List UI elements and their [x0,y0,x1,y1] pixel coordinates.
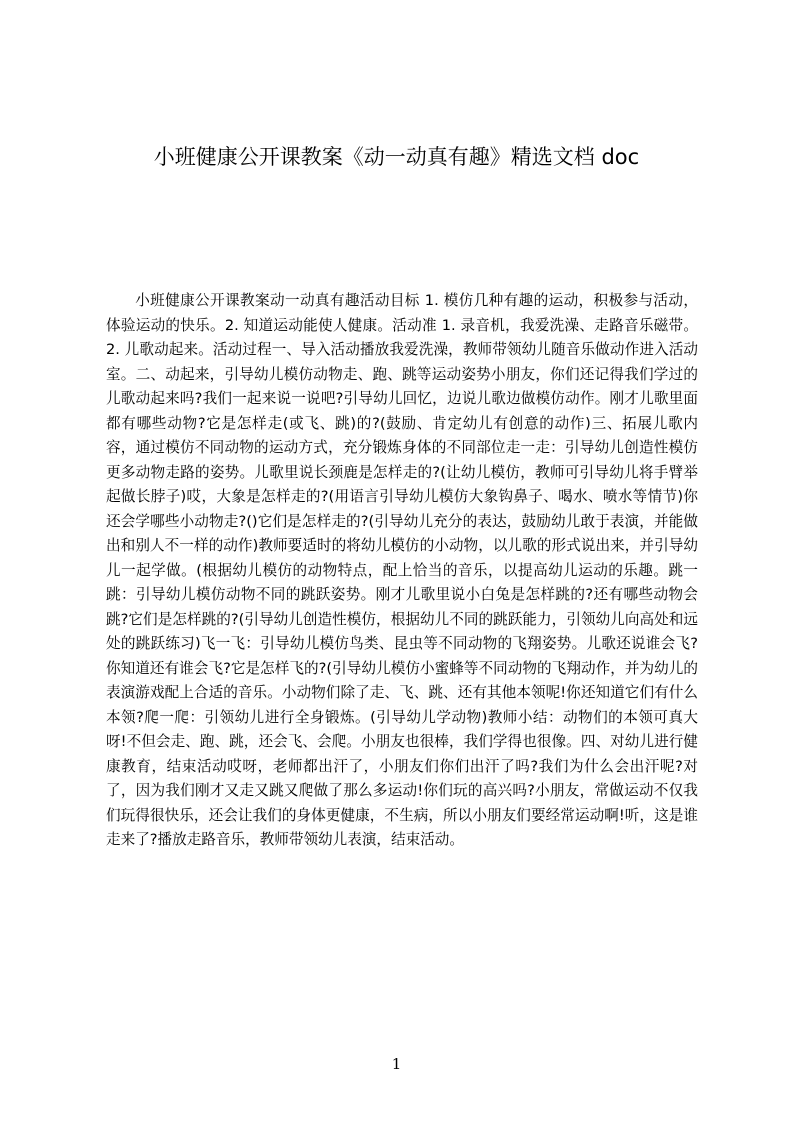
page-number: 1 [391,1055,402,1073]
document-title: 小班健康公开课教案《动一动真有趣》精选文档 doc [153,145,640,169]
document-body-paragraph: 小班健康公开课教案动一动真有趣活动目标 1. 模仿几种有趣的运动，积极参与活动，体验运动的快乐。2. 知道运动能使人健康。活动准 1. 录音机，我爱洗澡、走路音乐磁带。2. 儿歌动起来。活动过程一、导入活动播放我爱洗澡，教师带领幼儿随音乐做动作进入活动室。二、动起来，引导幼儿模仿动物走、跑、跳等运动姿势小朋友，你们还记得我们学过的儿歌动起来吗?我们一起来说一说吧?引导幼儿回忆，边说儿歌边做模仿动作。刚才儿歌里面都有哪些动物?它是怎样走(或飞、跳)的?(鼓励、肯定幼儿有创意的动作)三、拓展儿歌内容，通过模仿不同动物的运动方式，充分锻炼身体的不同部位走一走：引导幼儿创造性模仿更多动物走路的姿势。儿歌里说长颈鹿是怎样走的?(让幼儿模仿，教师可引导幼儿将手臂举起做长脖子)哎，大象是怎样走的?(用语言引导幼儿模仿大象钩鼻子、喝水、喷水等情节)你还会学哪些小动物走?()它们是怎样走的?(引导幼儿充分的表达，鼓励幼儿敢于表演，并能做出和别人不一样的动作)教师要适时的将幼儿模仿的小动物，以儿歌的形式说出来，并引导幼儿一起学做。(根据幼儿模仿的动物特点，配上恰当的音乐，以提高幼儿运动的乐趣。跳一跳：引导幼儿模仿动物不同的跳跃姿势。刚才儿歌里说小白兔是怎样跳的?还有哪些动物会跳?它们是怎样跳的?(引导幼儿创造性模仿，根据幼儿不同的跳跃能力，引领幼儿向高处和远处的跳跃练习)飞一飞：引导幼儿模仿鸟类、昆虫等不同动物的飞翔姿势。儿歌还说谁会飞?你知道还有谁会飞?它是怎样飞的?(引导幼儿模仿小蜜蜂等不同动物的飞翔动作，并为幼儿的表演游戏配上合适的音乐。小动物们除了走、飞、跳、还有其他本领呢!你还知道它们有什么本领?爬一爬：引领幼儿进行全身锻炼。(引导幼儿学动物)教师小结：动物们的本领可真大呀!不但会走、跑、跳，还会飞、会爬。小朋友也很棒，我们学得也很像。四、对幼儿进行健康教育，结束活动哎呀，老师都出汗了，小朋友们你们出汗了吗?我们为什么会出汗呢?对了，因为我们刚才又走又跳又爬做了那么多运动!你们玩的高兴吗?小朋友，常做运动不仅我们玩得很快乐，还会让我们的身体更健康，不生病，所以小朋友们要经常运动啊!听，这是谁走来了?播放走路音乐，教师带领幼儿表演，结束活动。 [106,292,698,848]
